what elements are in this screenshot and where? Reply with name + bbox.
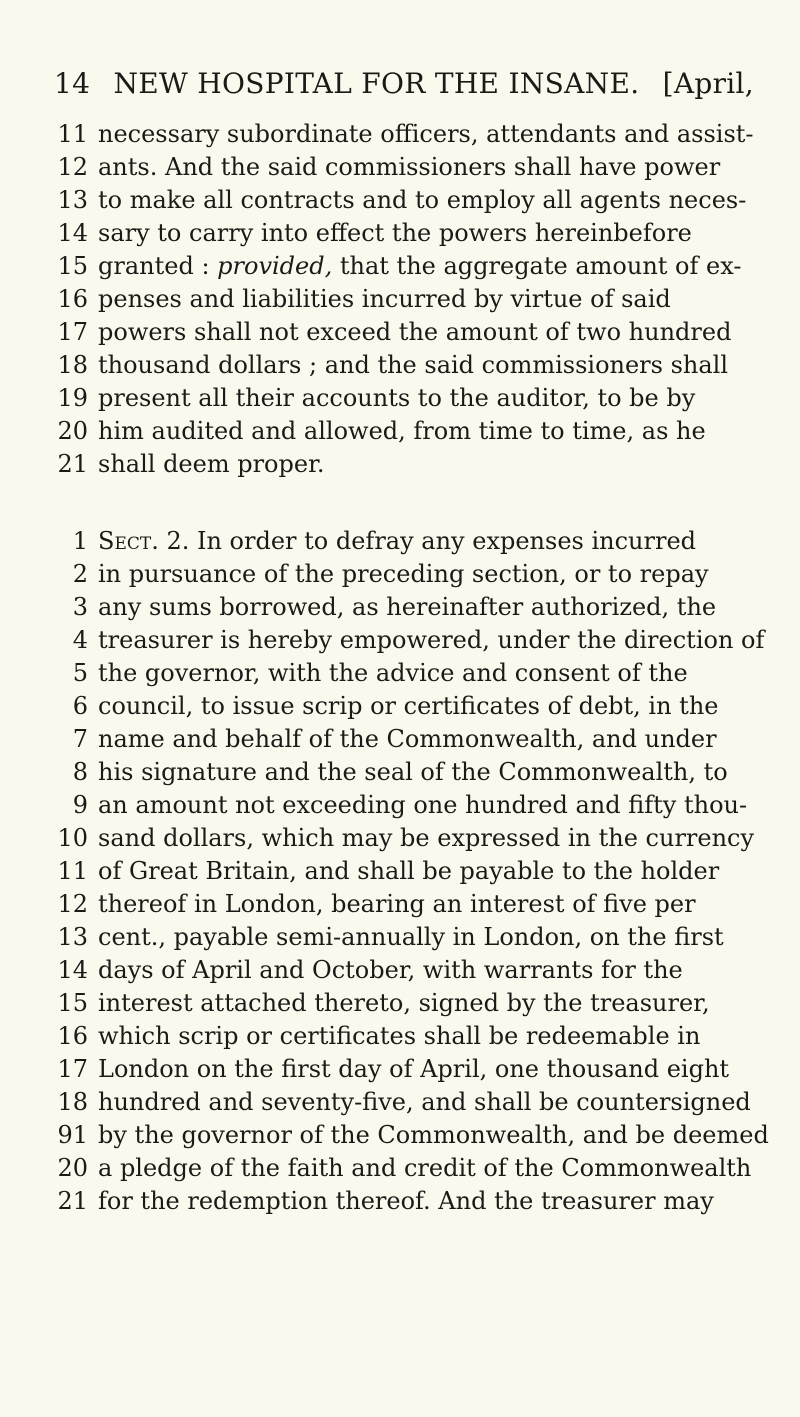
line-number: 20: [57, 1154, 88, 1182]
text-line: [54, 1152, 752, 1185]
line-number: 11: [57, 120, 88, 148]
line-text: [98, 1053, 744, 1086]
line-number: 7: [72, 725, 88, 753]
line-text: [98, 151, 744, 184]
line-text: [98, 1185, 744, 1218]
line-text: [98, 657, 744, 690]
line-text-body: to make all contracts and to employ all agents neces-: [98, 186, 747, 214]
line-number: 20: [57, 417, 88, 445]
line-text: [98, 1119, 769, 1152]
line-text-body: thereof in London, bearing an interest of five per: [98, 890, 696, 918]
line-text: [98, 723, 744, 756]
text-line: [54, 756, 744, 789]
line-text: [98, 250, 744, 283]
line-number: 14: [57, 956, 88, 984]
line-number: 18: [57, 351, 88, 379]
line-text-body: necessary subordinate officers, attendants and assist-: [98, 120, 754, 148]
line-text-body: London on the first day of April, one thousand eight: [98, 1055, 730, 1083]
line-text-body: penses and liabilities incurred by virtue of said: [98, 285, 671, 313]
line-text: [98, 855, 744, 888]
line-text-lead: granted :: [98, 252, 218, 280]
line-text: [98, 184, 746, 217]
line-text-body: sand dollars, which may be expressed in the currency: [98, 824, 755, 852]
line-text: [98, 217, 744, 250]
line-number: 16: [57, 285, 88, 313]
line-number: 10: [57, 824, 88, 852]
text-line: [54, 217, 744, 250]
line-number: 19: [57, 384, 88, 412]
line-number: 15: [57, 989, 88, 1017]
line-text: [98, 415, 744, 448]
text-line: [54, 723, 744, 756]
line-text-body: hundred and seventy-five, and shall be countersigned: [98, 1088, 751, 1116]
line-text: [98, 283, 744, 316]
text-line: [54, 1053, 744, 1086]
line-text: [98, 118, 754, 151]
line-number: 3: [72, 593, 88, 621]
line-number: 14: [57, 219, 88, 247]
line-text-body: shall deem proper.: [98, 450, 325, 478]
text-line: [54, 525, 744, 558]
line-text-body: by the governor of the Commonwealth, and be deemed: [98, 1121, 769, 1149]
text-line: [54, 855, 744, 888]
line-number: 6: [72, 692, 88, 720]
text-line: [54, 591, 744, 624]
line-text-body: cent., payable semi-annually in London, on the first: [98, 923, 724, 951]
text-line: [54, 1185, 744, 1218]
line-number: 5: [72, 659, 88, 687]
line-text-body: an amount not exceeding one hundred and fifty thou-: [98, 791, 748, 819]
line-text-body: ants. And the said commissioners shall have power: [98, 153, 721, 181]
line-number: 13: [57, 186, 88, 214]
text-line: [54, 151, 744, 184]
text-line: [54, 283, 744, 316]
text-line: [54, 415, 744, 448]
line-text: [98, 316, 744, 349]
line-text: [98, 822, 754, 855]
line-number: 9: [72, 791, 88, 819]
line-text-body: in pursuance of the preceding section, or to repay: [98, 560, 709, 588]
text-line: [54, 349, 744, 382]
page-title: NEW HOSPITAL FOR THE INSANE.: [113, 67, 640, 100]
italic-term: provided,: [217, 252, 333, 280]
line-number: 1: [72, 527, 88, 555]
text-line: [54, 888, 744, 921]
text-line: [54, 1020, 744, 1053]
section-label: Sect.: [98, 527, 159, 555]
line-text-body: that the aggregate amount of ex-: [332, 252, 742, 280]
line-text: [98, 1086, 751, 1119]
line-text-body: powers shall not exceed the amount of two hundred: [98, 318, 732, 346]
line-text-body: which scrip or certificates shall be redeemable in: [98, 1022, 701, 1050]
text-line: [54, 1086, 751, 1119]
line-number: 2: [72, 560, 88, 588]
text-line: [54, 118, 754, 151]
line-text-body: treasurer is hereby empowered, under the direction of: [98, 626, 765, 654]
text-line: [54, 250, 744, 283]
page-number: 14: [54, 67, 91, 100]
text-line: [54, 382, 744, 415]
line-number: 91: [57, 1121, 88, 1149]
running-head-section: [April,: [662, 67, 754, 100]
line-text: [98, 349, 744, 382]
text-line: [54, 921, 744, 954]
line-text: [98, 1152, 751, 1185]
line-text-body: days of April and October, with warrants for the: [98, 956, 683, 984]
text-line: [54, 448, 744, 481]
line-text-body: of Great Britain, and shall be payable to the holder: [98, 857, 720, 885]
line-text: [98, 690, 744, 723]
line-number: 21: [57, 450, 88, 478]
text-line: [54, 184, 747, 217]
line-number: 15: [57, 252, 88, 280]
line-text: [98, 558, 744, 591]
text-line: [54, 987, 744, 1020]
line-text: [98, 954, 744, 987]
line-text: [98, 448, 744, 481]
line-text: [98, 888, 744, 921]
line-text-body: council, to issue scrip or certificates of debt, in the: [98, 692, 719, 720]
line-number: 8: [72, 758, 88, 786]
paragraph-continued: [54, 118, 754, 481]
line-text: [98, 591, 744, 624]
line-number: 21: [57, 1187, 88, 1215]
line-text-body: a pledge of the faith and credit of the Commonwealth: [98, 1154, 752, 1182]
text-line: [54, 1119, 769, 1152]
text-line: [54, 789, 748, 822]
text-line: [54, 624, 765, 657]
line-number: 17: [57, 1055, 88, 1083]
line-text-body: any sums borrowed, as hereinafter authorized, the: [98, 593, 717, 621]
line-text-body: sary to carry into effect the powers hereinbefore: [98, 219, 692, 247]
line-text-body: interest attached thereto, signed by the treasurer,: [98, 989, 710, 1017]
text-line: [54, 558, 744, 591]
body-text: [54, 118, 769, 1218]
line-text: [98, 921, 744, 954]
line-text-body: name and behalf of the Commonwealth, and under: [98, 725, 717, 753]
line-text-body: him audited and allowed, from time to time, as he: [98, 417, 706, 445]
line-text-body: 2. In order to defray any expenses incurred: [158, 527, 697, 555]
line-text: [98, 525, 744, 558]
line-number: 18: [57, 1088, 88, 1116]
line-text: [98, 1020, 744, 1053]
paragraph-gap: [54, 481, 744, 525]
text-line: [54, 954, 744, 987]
line-text: [98, 756, 744, 789]
line-number: 12: [57, 890, 88, 918]
line-text-body: present all their accounts to the auditor, to be by: [98, 384, 696, 412]
paragraph-section-2: [54, 525, 769, 1218]
line-text: [98, 987, 744, 1020]
text-line: [54, 316, 744, 349]
line-number: 16: [57, 1022, 88, 1050]
text-line: [54, 822, 755, 855]
line-text-body: the governor, with the advice and consent of the: [98, 659, 688, 687]
line-text: [98, 624, 764, 657]
line-text: [98, 789, 747, 822]
line-text-body: for the redemption thereof. And the treasurer may: [98, 1187, 714, 1215]
text-line: [54, 657, 744, 690]
line-number: 13: [57, 923, 88, 951]
line-number: 4: [72, 626, 88, 654]
line-text-body: his signature and the seal of the Commonwealth, to: [98, 758, 728, 786]
line-number: 17: [57, 318, 88, 346]
line-number: 11: [57, 857, 88, 885]
text-line: [54, 690, 744, 723]
line-text: [98, 382, 744, 415]
running-head: [54, 66, 754, 102]
line-text-body: thousand dollars ; and the said commissioners shall: [98, 351, 729, 379]
line-number: 12: [57, 153, 88, 181]
